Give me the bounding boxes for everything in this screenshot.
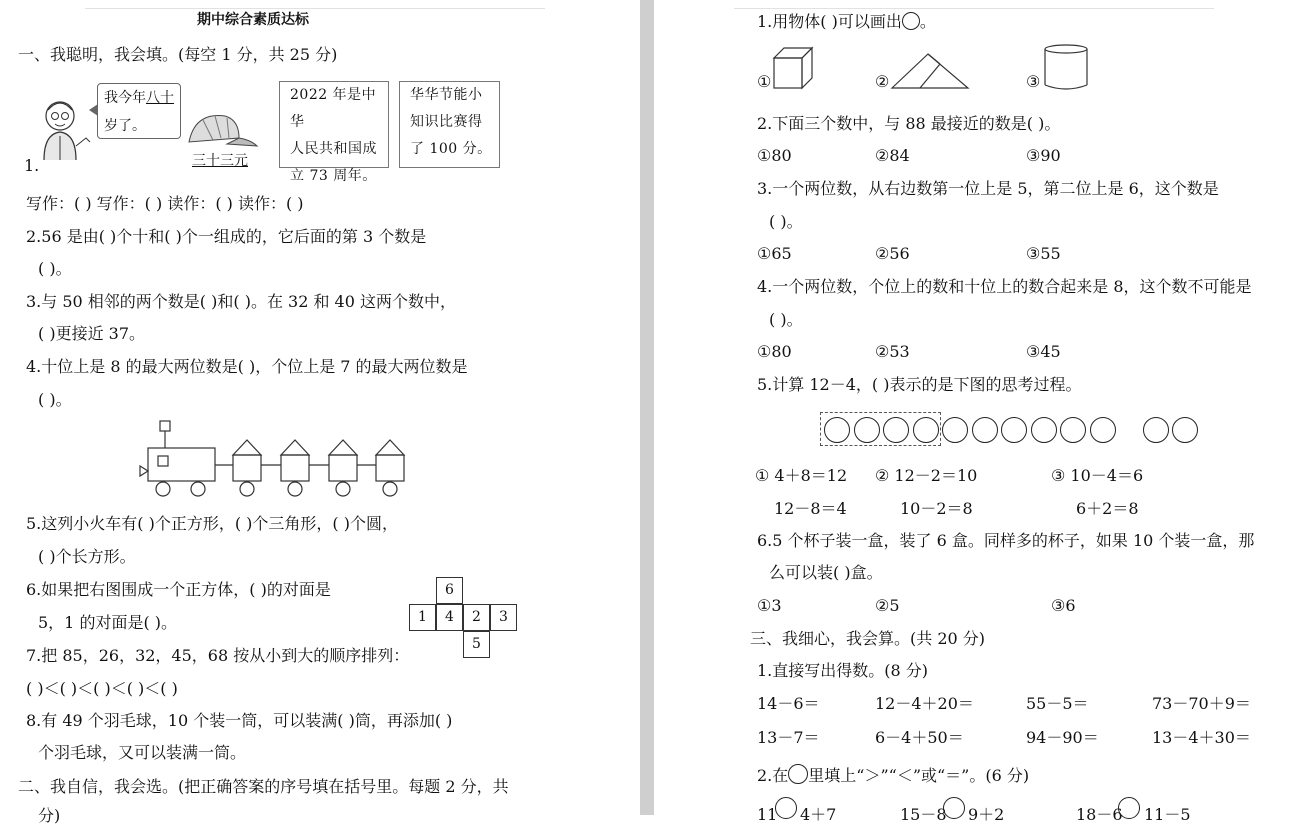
bubble-text-pre: 我今年: [104, 90, 146, 106]
document-page-right: [654, 0, 1293, 824]
s3q2-text-end: 里填上“＞”“＜”或“＝”。(6 分): [808, 766, 1030, 785]
card2-line: 了 100 分。: [410, 141, 492, 157]
train-diagram: [138, 418, 410, 502]
blank-circle: [775, 797, 797, 819]
cylinder-shape: [1042, 43, 1090, 91]
card2-line: 知识比赛得: [410, 114, 483, 130]
triangular-prism-shape: [890, 50, 970, 90]
compare-item: 9＋2: [968, 805, 1005, 824]
q2-line: 2.56 是由( )个十和( )个一组成的，它后面的第 3 个数是: [26, 227, 427, 246]
rq4-option: ②53: [875, 342, 910, 361]
circle-shape: [902, 12, 920, 30]
rq1-option: ①: [757, 72, 772, 91]
card1-line: 人民共和国成: [290, 141, 377, 157]
q7-line: 7.把 85，26，32，45，68 按从小到大的顺序排列：: [26, 646, 410, 665]
exam-title: 期中综合素质达标: [197, 12, 309, 28]
rq5-option-1: ① 4＋8＝12: [755, 466, 848, 485]
calc-item: 13－4＋30＝: [1152, 728, 1251, 747]
counting-circle: [1143, 417, 1169, 443]
rq3-line: 3.一个两位数，从右边数第一位上是 5，第二位上是 6，这个数是: [757, 179, 1219, 198]
info-card-1: [279, 81, 389, 184]
rq4-option: ③45: [1026, 342, 1061, 361]
q3-line: 3.与 50 相邻的两个数是( )和( )。在 32 和 40 这两个数中，: [26, 292, 457, 311]
counting-circle: [854, 417, 880, 443]
card2-line: 华华节能小: [410, 87, 483, 103]
q4-line: 4.十位上是 8 的最大两位数是( )，个位上是 7 的最大两位数是: [26, 357, 468, 376]
q6-line: 5，1 的对面是( )。: [38, 613, 178, 632]
rq5-line: 5.计算 12－4，( )表示的是下图的思考过程。: [757, 375, 1082, 394]
q7-line: ( )＜( )＜( )＜( )＜( ): [26, 679, 178, 698]
rq2-option: ③90: [1026, 146, 1061, 165]
q1-number: 1.: [24, 156, 40, 175]
rq4-line: ( )。: [769, 310, 803, 329]
compare-item: 11－5: [1144, 805, 1191, 824]
rq1-option: ②: [875, 72, 890, 91]
counting-circle: [883, 417, 909, 443]
rq1-text: 1.用物体( )可以画出: [757, 12, 902, 31]
s3q2-text: 2.在: [757, 766, 789, 785]
compare-item: 4＋7: [800, 805, 837, 824]
rq3-option: ③55: [1026, 244, 1061, 263]
rq3-option: ①65: [757, 244, 792, 263]
rq5-option-3: ③ 10－4＝6: [1051, 466, 1144, 485]
calc-item: 12－4＋20＝: [875, 694, 974, 713]
rq6-line: 么可以装( )盒。: [769, 563, 883, 582]
q3-line: ( )更接近 37。: [38, 324, 146, 343]
rq2-option: ①80: [757, 146, 792, 165]
blank-circle: [788, 764, 808, 784]
rq6-option: ①3: [757, 596, 782, 615]
counting-circle: [972, 417, 998, 443]
q5-line: 5.这列小火车有( )个正方形，( )个三角形，( )个圆，: [26, 514, 398, 533]
q1-answer-line: 写作：( ) 写作：( ) 读作：( ) 读作：( ): [26, 194, 304, 213]
compare-item: 18－6: [1076, 805, 1123, 824]
page-header-line: [85, 8, 545, 9]
section2-header-cont: 分): [38, 806, 61, 825]
rq6-option: ②5: [875, 596, 900, 615]
card1-line: 立 73 周年。: [290, 168, 377, 184]
rq6-option: ③6: [1051, 596, 1076, 615]
rq5-option-2: ② 12－2＝10: [875, 466, 978, 485]
net-cell: 2: [463, 604, 490, 631]
bubble-age: 八十: [146, 90, 174, 106]
counting-circle: [942, 417, 968, 443]
counting-circle: [1031, 417, 1057, 443]
calc-item: 6－4＋50＝: [875, 728, 964, 747]
calc-item: 13－7＝: [757, 728, 820, 747]
rq1-line: [757, 12, 936, 32]
cap-price: 三十三元: [192, 153, 248, 169]
info-card-2: [399, 81, 500, 168]
bubble-text-post: 岁了。: [104, 118, 146, 134]
rq1-option: ③: [1026, 72, 1041, 91]
net-cell: 6: [436, 577, 463, 604]
blank-circle: [943, 797, 965, 819]
old-man-illustration: [36, 96, 96, 162]
compare-item: 11: [757, 805, 778, 824]
calc-item: 55－5＝: [1026, 694, 1089, 713]
counting-circle: [824, 417, 850, 443]
q2-line: ( )。: [38, 259, 72, 278]
rq5-option-1b: 12－8＝4: [774, 499, 847, 518]
page-header-line: [734, 8, 1214, 9]
counting-circle: [1090, 417, 1116, 443]
rq1-text-end: 。: [919, 12, 936, 31]
counting-circle: [1172, 417, 1198, 443]
q4-line: ( )。: [38, 390, 72, 409]
net-cell: 5: [463, 631, 490, 658]
calc-item: 94－90＝: [1026, 728, 1099, 747]
rq4-line: 4.一个两位数，个位上的数和十位上的数合起来是 8，这个数不可能是: [757, 277, 1252, 296]
rq6-line: 6.5 个杯子装一盒，装了 6 盒。同样多的杯子，如果 10 个装一盒，那: [757, 531, 1255, 550]
rq3-option: ②56: [875, 244, 910, 263]
page-gutter: [638, 0, 654, 815]
rq4-option: ①80: [757, 342, 792, 361]
s3q1-label: 1.直接写出得数。(8 分): [757, 661, 929, 680]
section3-header: 三、我细心，我会算。(共 20 分): [750, 629, 986, 648]
compare-item: 15－8: [900, 805, 947, 824]
speech-bubble: [97, 83, 181, 139]
rq5-option-3b: 6＋2＝8: [1076, 499, 1139, 518]
q6-line: 6.如果把右图围成一个正方体，( )的对面是: [26, 580, 331, 599]
rq2-option: ②84: [875, 146, 910, 165]
blank-circle: [1118, 797, 1140, 819]
rq5-option-2b: 10－2＝8: [900, 499, 973, 518]
net-cell: 4: [436, 604, 463, 631]
net-cell: 1: [409, 604, 436, 631]
section1-header: 一、我聪明，我会填。(每空 1 分，共 25 分): [18, 45, 338, 64]
calc-item: 73－70＋9＝: [1152, 694, 1251, 713]
q5-line: ( )个长方形。: [38, 547, 136, 566]
card1-line: 2022 年是中华: [290, 87, 377, 130]
counting-circle: [913, 417, 939, 443]
counting-circle: [1001, 417, 1027, 443]
section2-header: 二、我自信，我会选。(把正确答案的序号填在括号里。每题 2 分，共: [18, 777, 509, 796]
rq2-line: 2.下面三个数中，与 88 最接近的数是( )。: [757, 114, 1061, 133]
net-cell: 3: [490, 604, 517, 631]
cube-shape: [772, 46, 814, 90]
document-page-left: [0, 0, 640, 825]
q8-line: 8.有 49 个羽毛球，10 个装一筒，可以装满( )筒，再添加( ): [26, 711, 453, 730]
s3q2-label: [757, 764, 1029, 786]
rq3-line: ( )。: [769, 212, 803, 231]
counting-circle: [1060, 417, 1086, 443]
calc-item: 14－6＝: [757, 694, 820, 713]
q8-line: 个羽毛球，又可以装满一筒。: [38, 743, 247, 762]
cap-illustration: [183, 110, 259, 152]
